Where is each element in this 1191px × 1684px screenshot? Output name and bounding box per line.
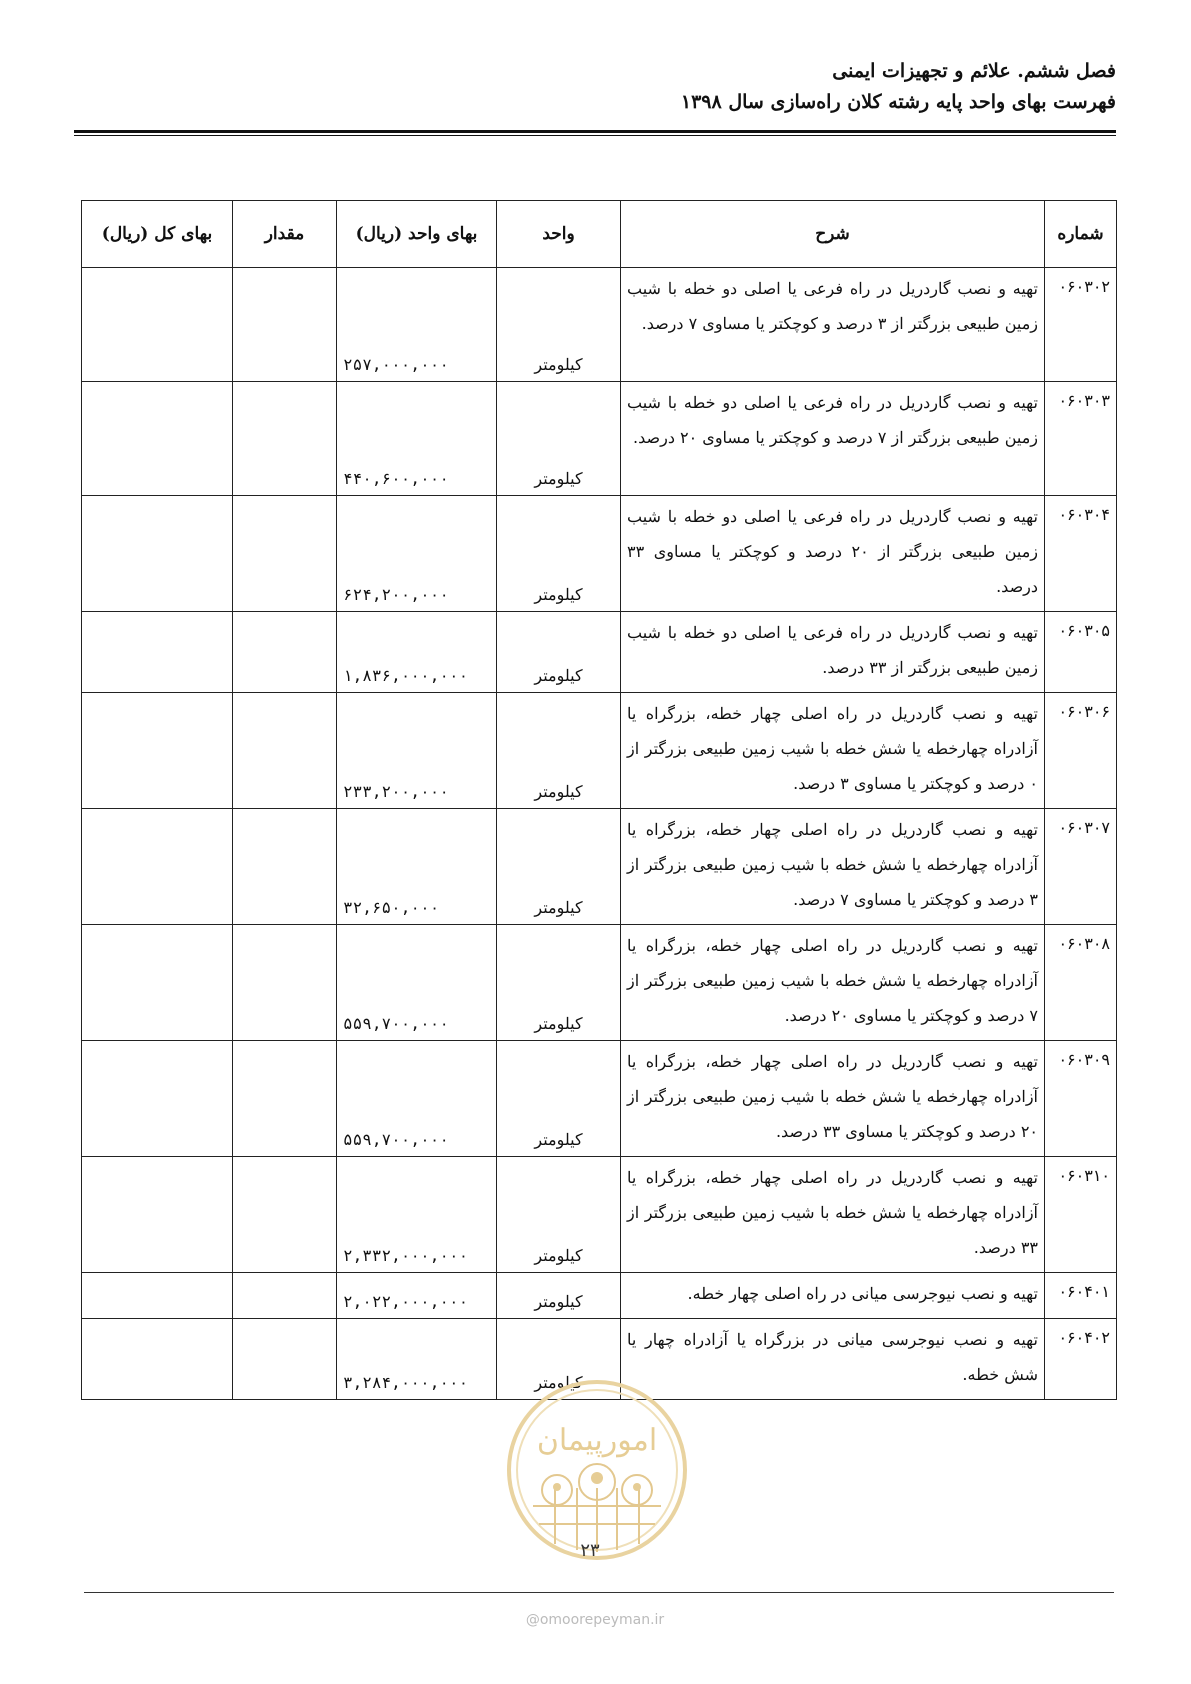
item-total <box>82 382 233 496</box>
item-unit: کیلومتر <box>497 1273 621 1319</box>
item-total <box>82 809 233 925</box>
item-qty <box>233 925 337 1041</box>
item-unit: کیلومتر <box>497 925 621 1041</box>
item-description: تهیه و نصب گاردریل در راه فرعی یا اصلی دو خطه با شیب زمین طبیعی بزرگتر از ۳ درصد و کوچکتر یا مساوی ۷ درصد. <box>621 268 1045 382</box>
col-header-qty: مقدار <box>233 201 337 268</box>
table-row <box>82 496 1117 612</box>
table-row <box>82 612 1117 693</box>
item-qty <box>233 1319 337 1400</box>
table-row <box>82 1273 1117 1319</box>
item-qty <box>233 382 337 496</box>
item-unit: کیلومتر <box>497 382 621 496</box>
table-row <box>82 1041 1117 1157</box>
item-unit: کیلومتر <box>497 809 621 925</box>
item-unit: کیلومتر <box>497 693 621 809</box>
item-unit-price: ۱,۸۳۶,۰۰۰,۰۰۰ <box>337 612 497 693</box>
item-unit-price: ۳,۲۸۴,۰۰۰,۰۰۰ <box>337 1319 497 1400</box>
item-unit-price: ۳۲,۶۵۰,۰۰۰ <box>337 809 497 925</box>
item-qty <box>233 693 337 809</box>
col-header-code: شماره <box>1045 201 1117 268</box>
item-total <box>82 1157 233 1273</box>
item-unit: کیلومتر <box>497 1319 621 1400</box>
col-header-desc: شرح <box>621 201 1045 268</box>
item-description: تهیه و نصب نیوجرسی میانی در بزرگراه یا آزادراه چهار یا شش خطه. <box>621 1319 1045 1400</box>
item-qty <box>233 268 337 382</box>
item-description: تهیه و نصب گاردریل در راه اصلی چهار خطه، بزرگراه یا آزادراه چهارخطه یا شش خطه با شیب زمین طبیعی بزرگتر از ۷ درصد و کوچکتر یا مساوی ۲۰ درصد. <box>621 925 1045 1041</box>
item-code: ۰۶۰۴۰۲ <box>1045 1319 1117 1400</box>
item-total <box>82 496 233 612</box>
chapter-title: فصل ششم. علائم و تجهیزات ایمنی <box>832 60 1116 82</box>
item-code: ۰۶۰۳۰۷ <box>1045 809 1117 925</box>
item-total <box>82 1319 233 1400</box>
col-header-unit-price: بهای واحد (ریال) <box>337 201 497 268</box>
item-description: تهیه و نصب گاردریل در راه فرعی یا اصلی دو خطه با شیب زمین طبیعی بزرگتر از ۲۰ درصد و کوچکتر یا مساوی ۳۳ درصد. <box>621 496 1045 612</box>
table-row <box>82 1157 1117 1273</box>
item-unit-price: ۲,۰۲۲,۰۰۰,۰۰۰ <box>337 1273 497 1319</box>
item-qty <box>233 1157 337 1273</box>
item-total <box>82 925 233 1041</box>
item-code: ۰۶۰۳۰۳ <box>1045 382 1117 496</box>
item-unit-price: ۶۲۴,۲۰۰,۰۰۰ <box>337 496 497 612</box>
table-row <box>82 809 1117 925</box>
item-description: تهیه و نصب گاردریل در راه اصلی چهار خطه، بزرگراه یا آزادراه چهارخطه یا شش خطه با شیب زمین طبیعی بزرگتر از ۰ درصد و کوچکتر یا مساوی ۳ درصد. <box>621 693 1045 809</box>
item-total <box>82 268 233 382</box>
item-unit: کیلومتر <box>497 1041 621 1157</box>
item-unit: کیلومتر <box>497 268 621 382</box>
table-header-row <box>82 201 1117 268</box>
table-row <box>82 382 1117 496</box>
item-code: ۰۶۰۳۰۴ <box>1045 496 1117 612</box>
header-rule-thick <box>74 130 1116 133</box>
item-description: تهیه و نصب گاردریل در راه اصلی چهار خطه، بزرگراه یا آزادراه چهارخطه یا شش خطه با شیب زمین طبیعی بزرگتر از ۳۳ درصد. <box>621 1157 1045 1273</box>
table-row <box>82 925 1117 1041</box>
col-header-total: بهای کل (ریال) <box>82 201 233 268</box>
table-row <box>82 693 1117 809</box>
item-description: تهیه و نصب گاردریل در راه اصلی چهار خطه، بزرگراه یا آزادراه چهارخطه یا شش خطه با شیب زمین طبیعی بزرگتر از ۲۰ درصد و کوچکتر یا مساوی ۳۳ درصد. <box>621 1041 1045 1157</box>
list-title: فهرست بهای واحد پایه رشته کلان راه‌سازی سال ۱۳۹۸ <box>680 91 1116 113</box>
item-unit-price: ۵۵۹,۷۰۰,۰۰۰ <box>337 925 497 1041</box>
item-unit: کیلومتر <box>497 496 621 612</box>
item-total <box>82 1041 233 1157</box>
item-unit-price: ۵۵۹,۷۰۰,۰۰۰ <box>337 1041 497 1157</box>
item-unit-price: ۲۳۳,۲۰۰,۰۰۰ <box>337 693 497 809</box>
item-qty <box>233 1041 337 1157</box>
page-header <box>74 56 1116 118</box>
page-number: ۲۳ <box>580 1540 600 1561</box>
site-watermark: @omoorepeyman.ir <box>525 1612 665 1628</box>
item-unit-price: ۲,۳۳۲,۰۰۰,۰۰۰ <box>337 1157 497 1273</box>
seal-text: امورپیمان <box>536 1423 658 1458</box>
omoorepeyman-seal-icon <box>505 1378 689 1562</box>
footer-rule <box>84 1592 1114 1593</box>
col-header-unit: واحد <box>497 201 621 268</box>
item-code: ۰۶۰۳۰۸ <box>1045 925 1117 1041</box>
item-unit-price: ۲۵۷,۰۰۰,۰۰۰ <box>337 268 497 382</box>
item-total <box>82 1273 233 1319</box>
header-rule-thin <box>74 135 1116 136</box>
item-qty <box>233 496 337 612</box>
item-code: ۰۶۰۳۰۵ <box>1045 612 1117 693</box>
item-description: تهیه و نصب گاردریل در راه فرعی یا اصلی دو خطه با شیب زمین طبیعی بزرگتر از ۳۳ درصد. <box>621 612 1045 693</box>
item-unit-price: ۴۴۰,۶۰۰,۰۰۰ <box>337 382 497 496</box>
item-description: تهیه و نصب گاردریل در راه اصلی چهار خطه، بزرگراه یا آزادراه چهارخطه یا شش خطه با شیب زمین طبیعی بزرگتر از ۳ درصد و کوچکتر یا مساوی ۷ درصد. <box>621 809 1045 925</box>
item-qty <box>233 1273 337 1319</box>
price-table <box>81 200 1117 1400</box>
item-description: تهیه و نصب گاردریل در راه فرعی یا اصلی دو خطه با شیب زمین طبیعی بزرگتر از ۷ درصد و کوچکتر یا مساوی ۲۰ درصد. <box>621 382 1045 496</box>
item-qty <box>233 809 337 925</box>
item-total <box>82 612 233 693</box>
item-unit: کیلومتر <box>497 612 621 693</box>
item-total <box>82 693 233 809</box>
table-row <box>82 268 1117 382</box>
item-code: ۰۶۰۳۱۰ <box>1045 1157 1117 1273</box>
item-code: ۰۶۰۴۰۱ <box>1045 1273 1117 1319</box>
item-code: ۰۶۰۳۰۹ <box>1045 1041 1117 1157</box>
item-description: تهیه و نصب نیوجرسی میانی در راه اصلی چهار خطه. <box>621 1273 1045 1319</box>
item-unit: کیلومتر <box>497 1157 621 1273</box>
item-code: ۰۶۰۳۰۲ <box>1045 268 1117 382</box>
item-code: ۰۶۰۳۰۶ <box>1045 693 1117 809</box>
item-qty <box>233 612 337 693</box>
